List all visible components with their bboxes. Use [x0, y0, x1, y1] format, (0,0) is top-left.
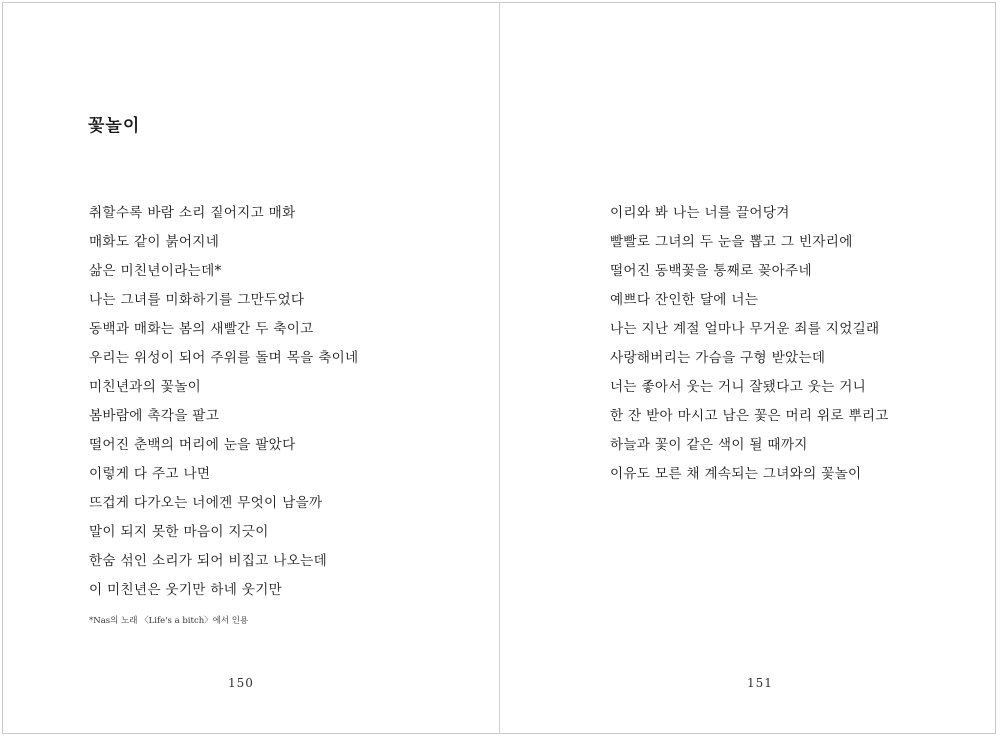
- poem-line: 우리는 위성이 되어 주위를 돌며 목을 축이네: [89, 350, 359, 366]
- poem-line: 떨어진 춘백의 머리에 눈을 팔았다: [89, 437, 296, 453]
- poem-lines-left: [89, 199, 359, 605]
- poem-line: 이리와 봐 나는 너를 끌어당겨: [610, 205, 790, 221]
- poem-line: 떨어진 동백꽃을 통째로 꽂아주네: [610, 263, 812, 279]
- poem-line: 이유도 모른 채 계속되는 그녀와의 꽃놀이: [610, 466, 862, 482]
- page-number-left: 150: [228, 676, 254, 690]
- poem-line: 사랑해버리는 가슴을 구형 받았는데: [610, 350, 826, 366]
- page-number-right: 151: [747, 676, 773, 690]
- right-page: [500, 0, 1000, 738]
- poem-line: 매화도 같이 붉어지네: [89, 234, 220, 250]
- poem-line: 이렇게 다 주고 나면: [89, 466, 211, 482]
- poem-line: 너는 좋아서 웃는 거니 잘됐다고 웃는 거니: [610, 379, 867, 395]
- poem-line: 뜨겁게 다가오는 너에겐 무엇이 남을까: [89, 495, 323, 511]
- poem-line: 동백과 매화는 봄의 새빨간 두 축이고: [89, 321, 314, 337]
- poem-lines-right: [610, 199, 889, 489]
- poem-title: 꽃놀이: [88, 116, 141, 136]
- poem-line: 하늘과 꽃이 같은 색이 될 때까지: [610, 437, 808, 453]
- left-page: [0, 0, 499, 738]
- poem-line: 취할수록 바람 소리 짙어지고 매화: [89, 205, 296, 221]
- poem-line: 봄바람에 촉각을 팔고: [89, 408, 220, 424]
- poem-line: 한 잔 받아 마시고 남은 꽃은 머리 위로 뿌리고: [610, 408, 889, 424]
- poem-line: 나는 지난 계절 얼마나 무거운 죄를 지었길래: [610, 321, 880, 337]
- poem-line: 미친년과의 꽃놀이: [89, 379, 202, 395]
- poem-line: 이 미친년은 웃기만 하네 웃기만: [89, 582, 283, 598]
- poem-line: 예쁘다 잔인한 달에 너는: [610, 292, 759, 308]
- poem-line: 한숨 섞인 소리가 되어 비집고 나오는데: [89, 553, 328, 569]
- poem-line: 말이 되지 못한 마음이 지긋이: [89, 524, 269, 540]
- poem-line: 나는 그녀를 미화하기를 그만두었다: [89, 292, 305, 308]
- footnote: *Nas의 노래 〈Life's a bitch〉에서 인용: [89, 616, 249, 626]
- poem-line: 빨빨로 그녀의 두 눈을 뽑고 그 빈자리에: [610, 234, 853, 250]
- poem-line: 삶은 미친년이라는데*: [89, 263, 222, 279]
